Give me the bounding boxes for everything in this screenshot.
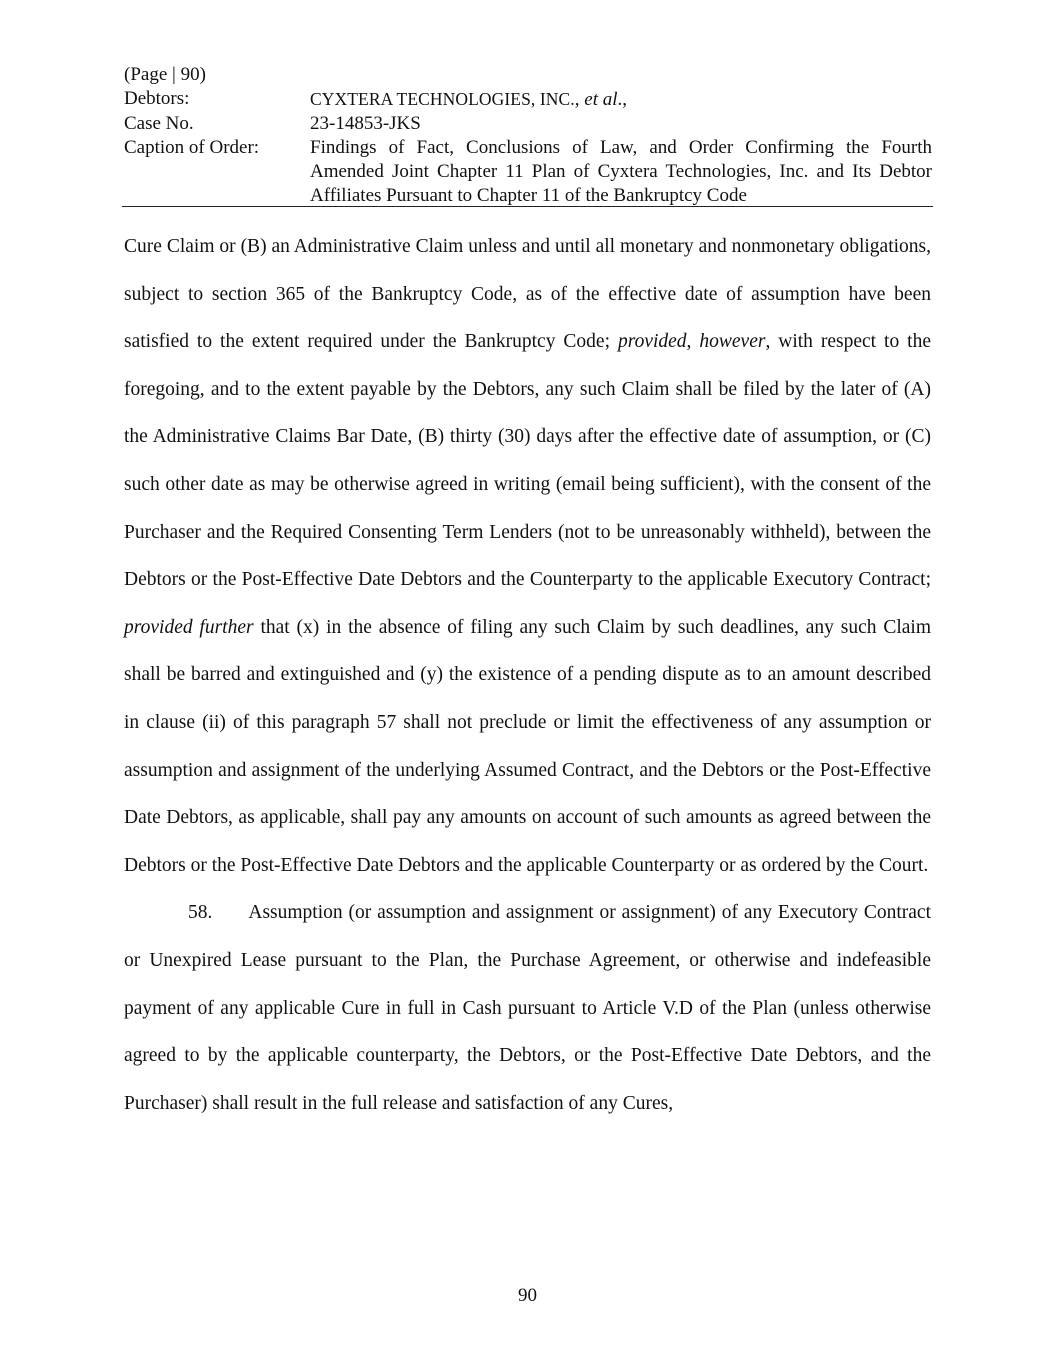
case-value: 23-14853-JKS [310, 113, 421, 134]
document-body [124, 223, 931, 1127]
caption-value: Findings of Fact, Conclusions of Law, and Order Confirming the Fourth Amended Joint Chapter 11 Plan of Cyxtera Technologies, Inc. and Its Debtor Affiliates Pursuant to Chapter 11 of the Bankruptcy Code [310, 137, 932, 206]
page-footer [0, 1285, 1055, 1307]
page-line: (Page | 90) [124, 64, 206, 85]
caption-row [124, 136, 932, 208]
caption-label: Caption of Order: [124, 137, 260, 158]
paragraph-number: 58. [188, 902, 213, 924]
page-number: 90 [518, 1285, 537, 1306]
debtors-value [310, 87, 932, 112]
paragraph-58 [124, 889, 931, 1127]
paragraph-57-continuation [124, 223, 931, 889]
debtors-name: CYXTERA TECHNOLOGIES, INC. [310, 89, 575, 109]
p1-comma: , [686, 331, 700, 353]
page-line-row [124, 63, 932, 87]
debtors-label: Debtors: [124, 88, 190, 109]
header-divider [122, 206, 933, 207]
p1-however: however [699, 331, 766, 353]
p1-text-a: Cure Claim or (B) an Administrative Claim unless and until all monetary and nonmonetary obligations, subject to section 365 of the Bankruptcy Code, as of the effective date of assumption have been satisfied to the extent required under the Bankruptcy Code; [124, 236, 931, 353]
debtors-etal: et al [584, 89, 618, 110]
debtors-sep: , [574, 89, 585, 110]
debtors-tail: ., [617, 89, 628, 110]
p2-text: Assumption (or assumption and assignment or assignment) of any Executory Contract or Unexpired Lease pursuant to the Plan, the Purchase Agreement, or otherwise and indefeasible payment of any applicable Cure in full in Cash pursuant to Article V.D of the Plan (unless otherwise agreed to by the applicable counterparty, the Debtors, or the Post-Effective Date Debtors, and the Purchaser) shall result in the full release and satisfaction of any Cures, [124, 902, 931, 1114]
page-header [124, 63, 932, 208]
debtors-row [124, 87, 932, 112]
p1-text-b: , with respect to the foregoing, and to the extent payable by the Debtors, any such Claim shall be filed by the later of (A) the Administrative Claims Bar Date, (B) thirty (30) days after the effective date of assumption, or (C) such other date as may be otherwise agreed in writing (email being sufficient), with the consent of the Purchaser and the Required Consenting Term Lenders (not to be unreasonably withheld), between the Debtors or the Post-Effective Date Debtors and the Counterparty to the applicable Executory Contract; [124, 331, 931, 591]
p1-provided-further: provided further [124, 616, 254, 638]
case-row [124, 112, 932, 136]
case-label: Case No. [124, 113, 194, 134]
p1-provided: provided [617, 331, 687, 353]
p1-text-c: that (x) in the absence of filing any such Claim by such deadlines, any such Claim shall be barred and extinguished and (y) the existence of a pending dispute as to an amount described in clause (ii) of this paragraph 57 shall not preclude or limit the effectiveness of any assumption or assumption and assignment of the underlying Assumed Contract, and the Debtors or the Post-Effective Date Debtors, as applicable, shall pay any amounts on account of such amounts as agreed between the Debtors or the Post-Effective Date Debtors and the applicable Counterparty or as ordered by the Court. [124, 616, 931, 876]
